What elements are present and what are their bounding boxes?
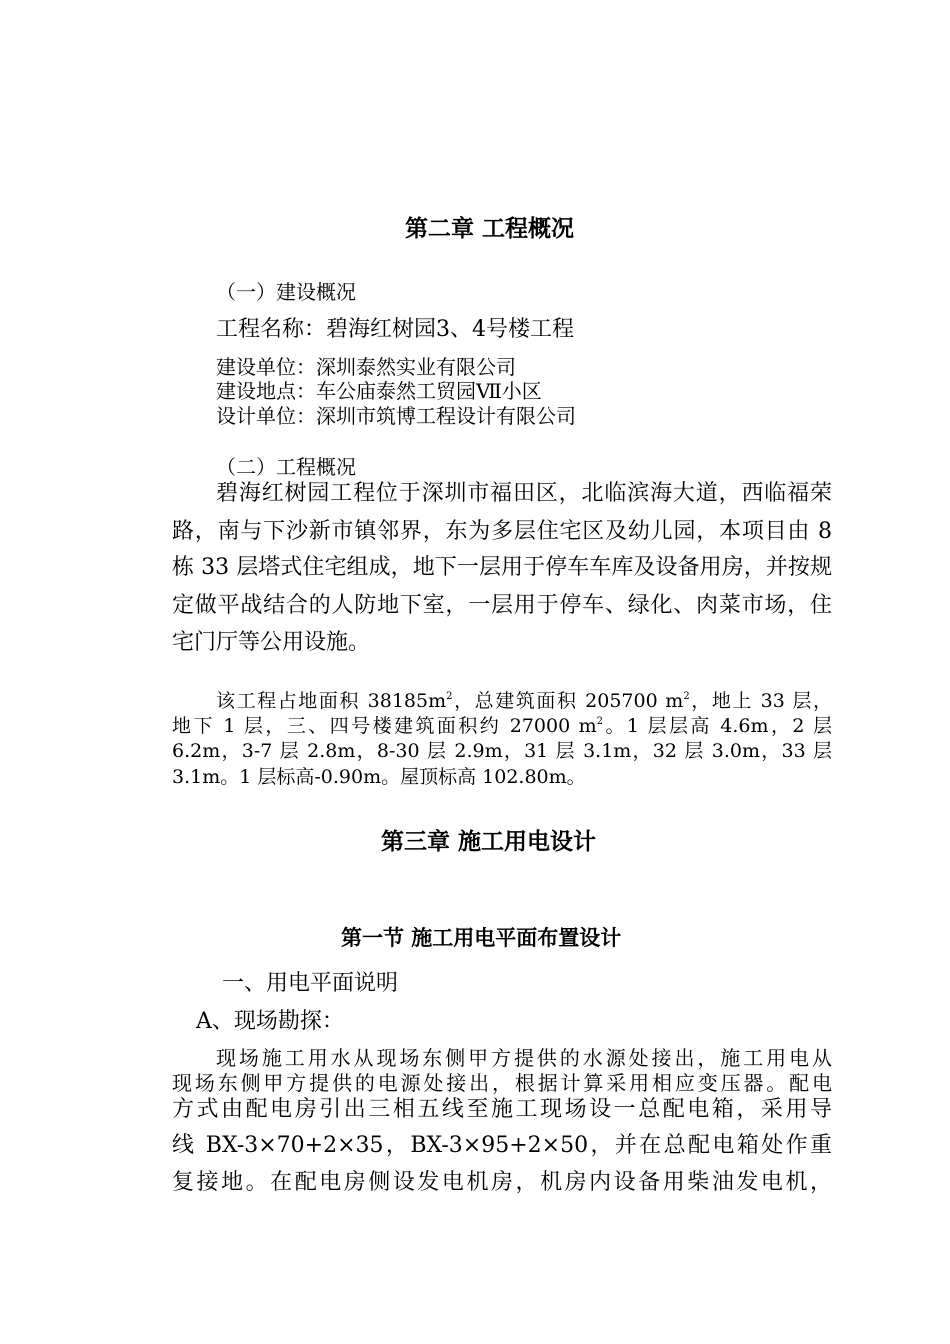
section-title: 第一节 施工用电平面布置设计 (341, 926, 622, 950)
paragraph-line: 方式由配电房引出三相五线至施工现场设一总配电箱，采用导 (172, 1097, 832, 1122)
paragraph-line: 3.1m。1 层标高-0.90m。屋顶标高 102.80m。 (172, 766, 586, 788)
client-unit: 建设单位：深圳泰然实业有限公司 (216, 355, 516, 379)
subsection-site-survey: A、现场勘探： (196, 1009, 344, 1034)
paragraph-line: 宅门厅等公用设施。 (172, 630, 371, 655)
construction-location: 建设地点：车公庙泰然工贸园Ⅶ小区 (216, 379, 542, 403)
project-name: 工程名称：碧海红树园3、4号楼工程 (216, 317, 574, 342)
chapter3-title: 第三章 施工用电设计 (381, 829, 597, 855)
paragraph-line: 复接地。在配电房侧设发电机房，机房内设备用柴油发电机， (172, 1170, 832, 1195)
paragraph-line: 栋 33 层塔式住宅组成，地下一层用于停车车库及设备用房，并按规 (172, 555, 832, 580)
paragraph-line: 现场东侧甲方提供的电源处接出，根据计算采用相应变压器。配电 (172, 1071, 832, 1095)
design-unit: 设计单位：深圳市筑博工程设计有限公司 (216, 404, 576, 428)
paragraph-line: 6.2m，3-7 层 2.8m，8-30 层 2.9m，31 层 3.1m，32 层 3.0m，33 层 (172, 740, 832, 762)
paragraph-line: 碧海红树园工程位于深圳市福田区，北临滨海大道，西临福荣 (216, 481, 832, 506)
paragraph-line: 路，南与下沙新市镇邻界，东为多层住宅区及幼儿园，本项目由 8 (172, 519, 832, 544)
subsection-project-overview: （二）工程概况 (216, 455, 356, 479)
subsection-construction-overview: （一）建设概况 (216, 280, 356, 304)
chapter2-title: 第二章 工程概况 (405, 216, 575, 242)
paragraph-line: 地下 1 层，三、四号楼建筑面积约 27000 $m^2$。1 层层高 4.6m，2 层 (172, 715, 832, 737)
paragraph-line: 线 BX-3×70+2×35，BX-3×95+2×50，并在总配电箱处作重 (172, 1133, 832, 1158)
paragraph-line: 现场施工用水从现场东侧甲方提供的水源处接出，施工用电从 (216, 1046, 832, 1070)
paragraph-line: 该工程占地面积 $38185m^2$，总建筑面积 205700 $m^2$，地上 33 层， (216, 690, 832, 712)
subsection-power-plan: 一、用电平面说明 (222, 971, 399, 996)
paragraph-line: 定做平战结合的人防地下室，一层用于停车、绿化、肉菜市场，住 (172, 593, 832, 618)
